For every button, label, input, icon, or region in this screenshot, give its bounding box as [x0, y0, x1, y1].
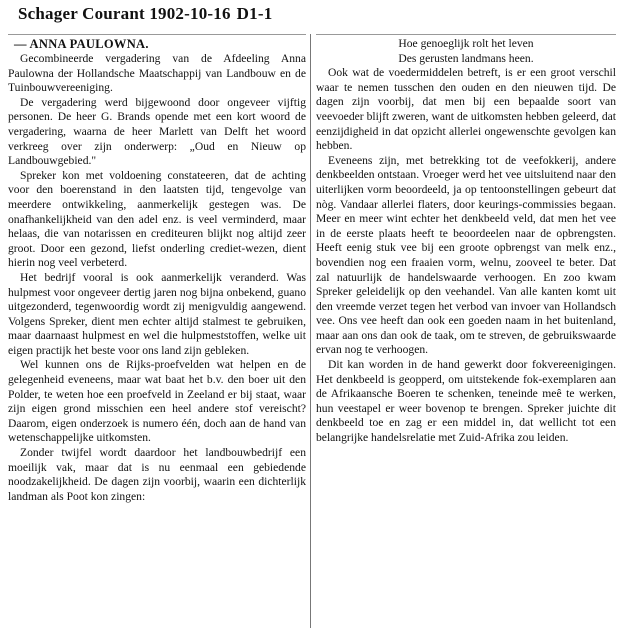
article-paragraph: Ook wat de voedermiddelen betreft, is er een groot verschil waar te nemen tusschen den ouden en den nieuwen tijd. De dagen zijn voorbij, dat men bij een bepaalde soort van veevoeder blijft zweren, want de uitkomsten hebben geleerd, dat eenzijdigheid in dat opzicht allerlei ongewenschte gevolgen kan hebben.: [316, 66, 616, 153]
left-top-rule: [8, 34, 306, 35]
masthead-title: Schager Courant 1902-10-16: [18, 4, 231, 23]
masthead: [18, 4, 272, 24]
poem-quote: [316, 37, 616, 66]
article-paragraph: Spreker kon met voldoening constateeren, dat de achting voor den boerenstand in den laatsten tijd, tengevolge van meerdere ontwikkeling, aanmerkelijk gestegen was. De onafhankelijkheid van den adel enz. is veel verminderd, maar helaas, die van notarissen en crediteuren blijkt nog altijd zeer groot. Door een gezond, liefst onderling crediet-wezen, dient hierin nog veel verbeterd.: [8, 168, 306, 270]
masthead-code: D1-1: [236, 4, 273, 23]
poem-line: Hoe genoeglijk rolt het leven: [398, 37, 534, 50]
article-paragraph: Dit kan worden in de hand gewerkt door fokvereenigingen. Het denkbeeld is geopperd, om uitstekende fok-exemplaren aan de Afrikaansche Boeren te schenken, teneinde meê te werken, hun veestapel er weer bovenop te brengen. Spreker juichte dit denkbeeld toe en zag er een middel in, dat wellicht tot een belangrijke handelsrelatie met Zuid-Afrika zou leiden.: [316, 358, 616, 445]
right-column: [316, 37, 616, 627]
article-paragraph: Eveneens zijn, met betrekking tot de veefokkerij, andere denkbeelden ontstaan. Vroeger werd het vee uitsluitend naar den uiterlijken vorm beoordeeld, ja op tentoonstellingen gebeurt dat nòg. Vandaar allerlei flaters, door keurings-commissies begaan. Meer en meer wint echter het denkbeeld veld, dat men het vee in de eerste plaats heeft te beoordeelen naar de opbrengsten. Heeft eenig stuk vee bij een groote opbrengst van melk enz., bovendien nog een fraaien vorm, welnu, zooveel te beter. Dat zal natuurlijk de handelswaarde verhoogen. En zoo kwam Spreker geleidelijk op den veehandel. Van alle kanten komt uit den vreemde verzet tegen het verbod van invoer van Hollandsch vee. Ons vee heeft dan ook een goeden naam in het buitenland, maar aan ons dan ook de taak, om te streven, de gebruikswaarde ervan nog te verhoogen.: [316, 153, 616, 357]
article-paragraph: Wel kunnen ons de Rijks-proefvelden wat helpen en de gelegenheid eveneens, maar wat baat het b.v. den boer uit den Polder, te weten hoe een proefveld in Zeeland er bij staat, waar zijn eigen grond misschien een heel andere stof vereischt? Daarom, eigen onderzoek is numero één, doch aan de hand van wetenschappelijke uitkomsten.: [8, 358, 306, 445]
left-column: [8, 37, 306, 627]
article-paragraph: Gecombineerde vergadering van de Afdeeling Anna Paulowna der Hollandsche Maatschappij van Landbouw en de Tuinbouwvereeniging.: [8, 52, 306, 95]
poem-line: Des gerusten landmans heen.: [398, 51, 534, 65]
article-paragraph: De vergadering werd bijgewoond door ongeveer vijftig personen. De heer G. Brands opende met een kort woord de vergadering, waarna de heer Marlett van Delft het woord verkreeg over zijn onderwerp: „Oud en Nieuw op Landbouwgebied.": [8, 95, 306, 168]
column-divider: [310, 34, 311, 628]
right-top-rule: [316, 34, 616, 35]
article-paragraph: Het bedrijf vooral is ook aanmerkelijk veranderd. Was hulpmest voor ongeveer dertig jaren nog bijna onbekend, guano uitgezonderd, tegenwoordig wordt zij menigvuldig aangewend. Volgens Spreker, dient men echter altijd stalmest te gebruiken, maar daarnaast hulpmest en wel die hulpmeststoffen, welke uit eigen practijk het beste voor ons land zijn gebleken.: [8, 270, 306, 357]
article-paragraph: Zonder twijfel wordt daardoor het landbouwbedrijf een moeilijk vak, maar dat is nu eenmaal een gebiedende noodzakelijkheid. De dagen zijn voorbij, waarin een dichterlijk landman als Poot kon zingen:: [8, 446, 306, 503]
section-title: — ANNA PAULOWNA.: [14, 37, 149, 51]
